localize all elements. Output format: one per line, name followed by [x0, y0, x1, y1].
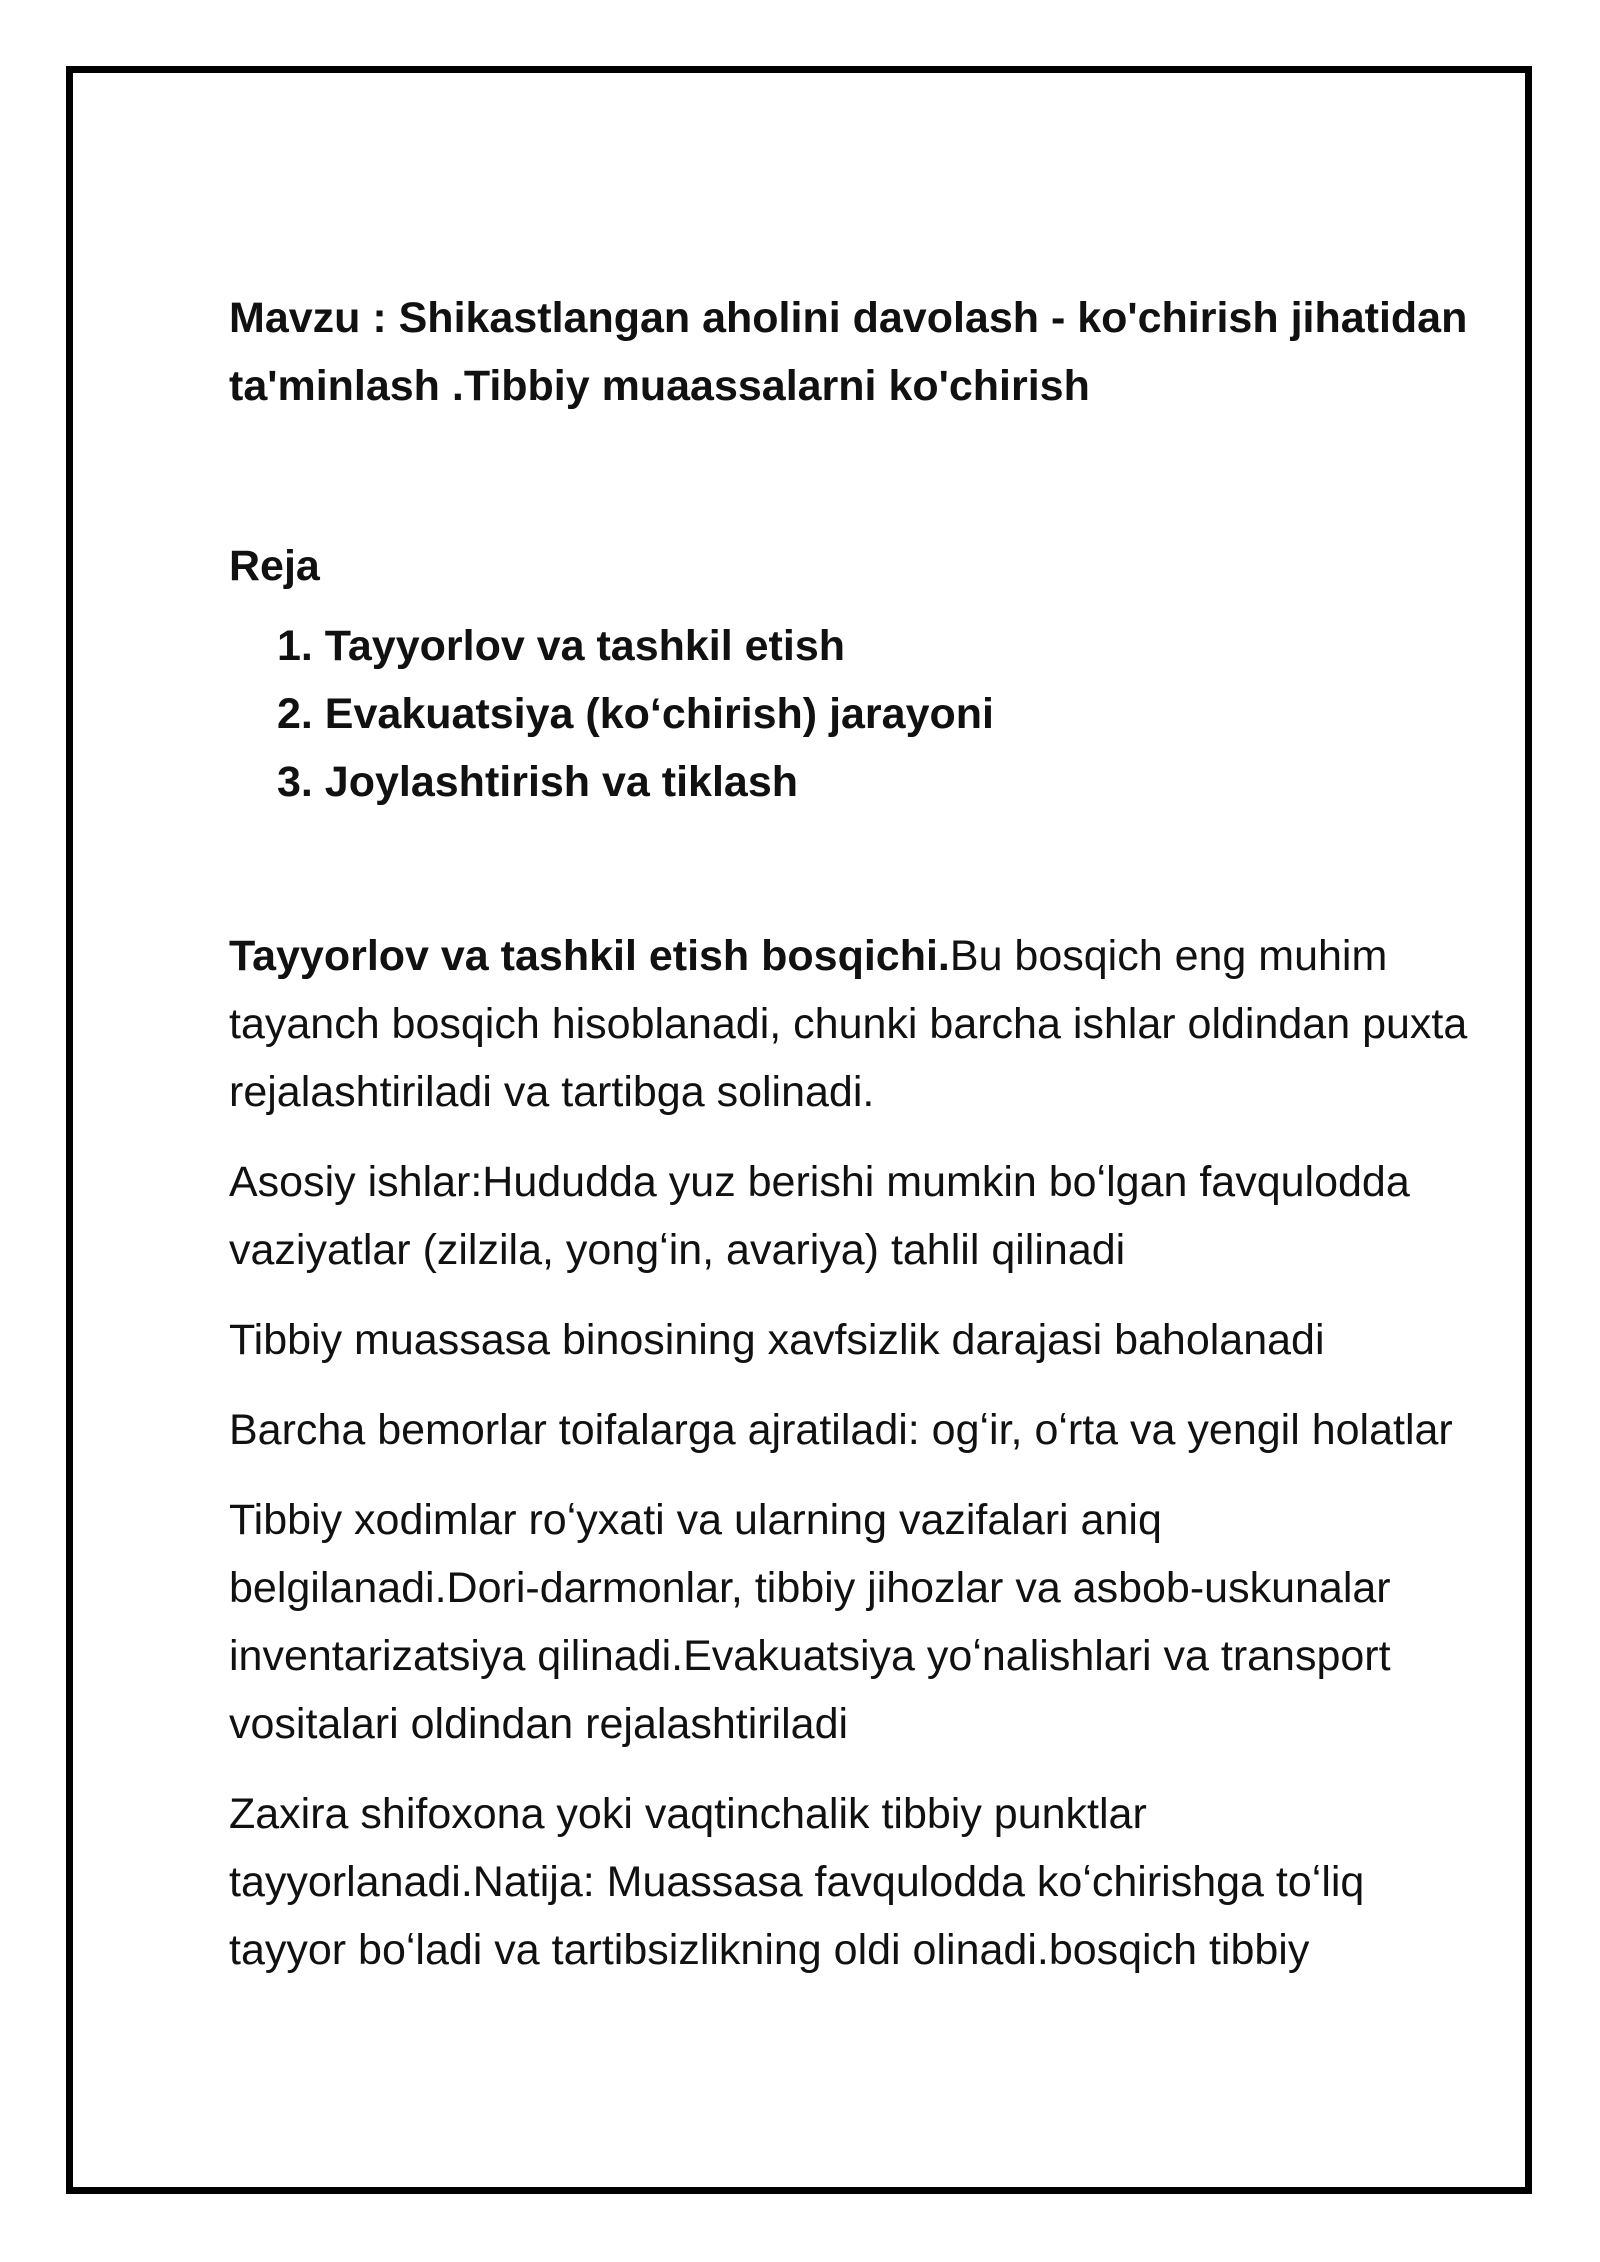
paragraph-intro [229, 922, 1479, 1126]
paragraph-text: Bu bosqich eng muhim tayanch bosqich hisoblanadi, chunki barcha ishlar oldindan puxta rejalashtiriladi va tartibga solinadi. [229, 932, 1468, 1116]
document-body [229, 284, 1479, 1984]
paragraph: Zaxira shifoxona yoki vaqtinchalik tibbiy punktlar tayyorlanadi.Natija: Muassasa favqulodda koʻchirishga toʻliq tayyor boʻladi va tartibsizlikning oldi olinadi.bosqich tibbiy [229, 1790, 1365, 1974]
paragraph: Barcha bemorlar toifalarga ajratiladi: ogʻir, oʻrta va yengil holatlar [229, 1406, 1453, 1454]
plan-item: 1. Tayyorlov va tashkil etish [277, 622, 846, 670]
paragraph: Tibbiy muassasa binosining xavfsizlik darajasi baholanadi [229, 1316, 1325, 1364]
section-lead: Tayyorlov va tashkil etish bosqichi. [229, 932, 950, 980]
plan-list [229, 612, 1479, 816]
paragraph: Asosiy ishlar:Hududda yuz berishi mumkin boʻlgan favqulodda vaziyatlar (zilzila, yongʻin, avariya) tahlil qilinadi [229, 1158, 1410, 1274]
plan-item: 3. Joylashtirish va tiklash [277, 758, 799, 806]
paragraph: Tibbiy xodimlar roʻyxati va ularning vazifalari aniq belgilanadi.Dori-darmonlar, tibbiy jihozlar va asbob-uskunalar inventarizatsiya qilinadi.Evakuatsiya yoʻnalishlari va transport vositalari oldindan rejalashtiriladi [229, 1496, 1391, 1748]
plan-heading: Reja [229, 542, 320, 590]
plan-item: 2. Evakuatsiya (koʻchirish) jarayoni [277, 690, 994, 738]
document-title: Mavzu : Shikastlangan aholini davolash - ko'chirish jihatidan ta'minlash .Tibbiy muaassalarni ko'chirish [229, 294, 1468, 410]
